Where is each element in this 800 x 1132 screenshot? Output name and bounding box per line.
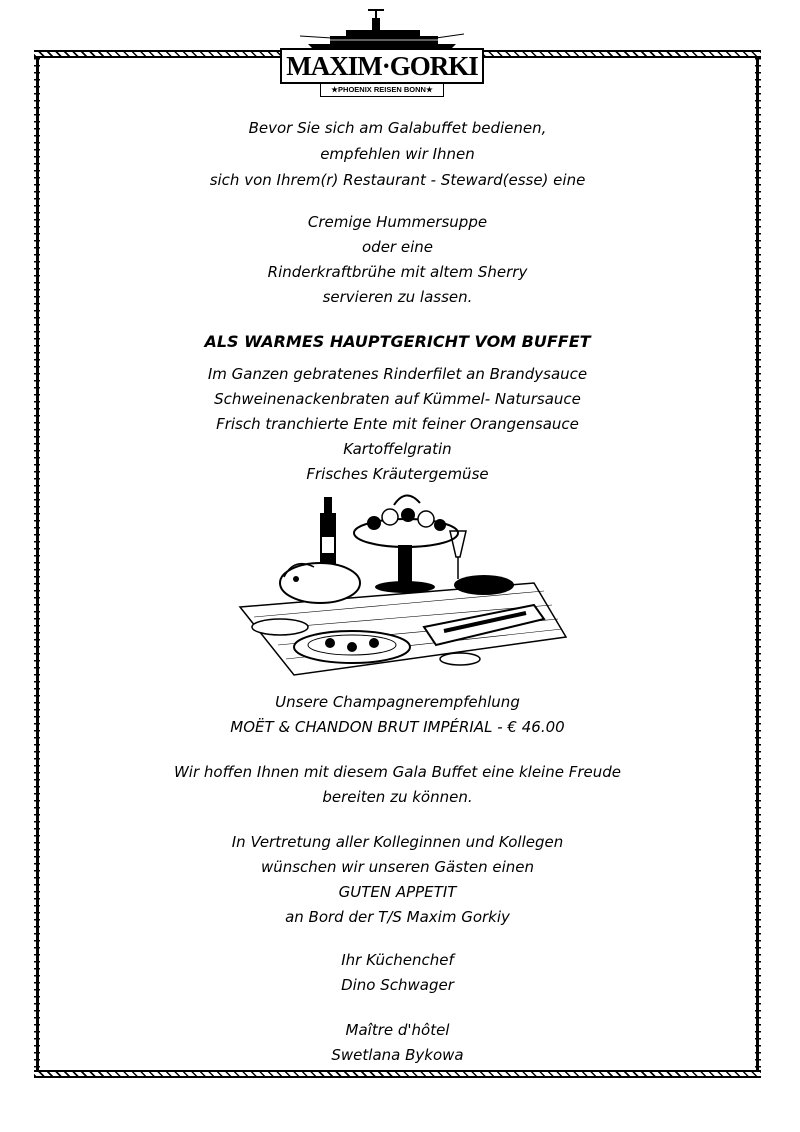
main-item: Schweinenackenbraten auf Kümmel- Natursauce	[214, 390, 581, 408]
logo-title: MAXIM·GORKI	[280, 48, 484, 84]
maitre-title: Maître d'hôtel	[345, 1021, 450, 1039]
greeting-line: an Bord der T/S Maxim Gorkiy	[285, 908, 510, 926]
soup-line: oder eine	[362, 238, 433, 256]
soup-line: Rinderkraftbrühe mit altem Sherry	[267, 263, 528, 281]
ship-icon	[280, 8, 484, 52]
main-item: Kartoffelgratin	[343, 440, 452, 458]
maxim-gorki-logo	[280, 8, 484, 100]
closing-line: Wir hoffen Ihnen mit diesem Gala Buffet eine kleine Freude	[173, 763, 622, 781]
frame-rope-bottom	[34, 1070, 761, 1078]
chef-title: Ihr Küchenchef	[341, 951, 454, 969]
chef-name: Dino Schwager	[341, 976, 454, 994]
intro-line: empfehlen wir Ihnen	[320, 145, 475, 163]
greeting-line: wünschen wir unseren Gästen einen	[260, 858, 535, 876]
champagne-line: MOËT & CHANDON BRUT IMPÉRIAL - € 46.00	[230, 718, 565, 736]
greeting-line: GUTEN APPETIT	[338, 883, 457, 901]
logo-subtitle: ★PHOENIX REISEN BONN★	[320, 83, 444, 97]
closing-line: bereiten zu können.	[322, 788, 473, 806]
maitre-name: Swetlana Bykowa	[331, 1046, 464, 1064]
intro-line: sich von Ihrem(r) Restaurant - Steward(esse) eine	[209, 171, 586, 189]
main-item: Frisches Kräutergemüse	[306, 465, 489, 483]
intro-line: Bevor Sie sich am Galabuffet bedienen,	[248, 119, 547, 137]
soup-line: Cremige Hummersuppe	[307, 213, 488, 231]
greeting-line: In Vertretung aller Kolleginnen und Kollegen	[231, 833, 564, 851]
main-item: Frisch tranchierte Ente mit feiner Orangensauce	[216, 415, 579, 433]
champagne-line: Unsere Champagnerempfehlung	[275, 693, 520, 711]
main-course-heading: ALS WARMES HAUPTGERICHT VOM BUFFET	[204, 332, 591, 351]
buffet-illustration	[234, 487, 574, 677]
main-item: Im Ganzen gebratenes Rinderfilet an Brandysauce	[207, 365, 588, 383]
soup-line: servieren zu lassen.	[322, 288, 473, 306]
